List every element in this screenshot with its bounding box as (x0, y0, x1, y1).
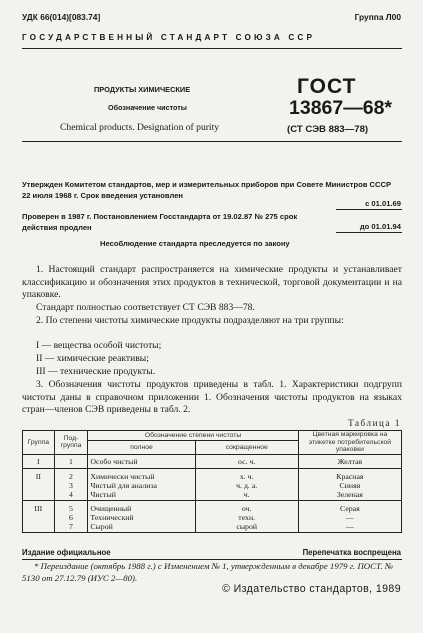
cell-color: Синяя (339, 480, 361, 490)
header-subgroup: Под-группа (54, 431, 88, 455)
group-code: Группа Л00 (354, 12, 401, 22)
group-iii: III — технические продукты. (36, 366, 156, 377)
cell-full: Технический (90, 512, 134, 522)
table-row (23, 500, 402, 532)
product-subtitle: Обозначение чистоты (108, 103, 187, 112)
cell-short: техн. (238, 512, 256, 522)
cell-full: Сырой (90, 521, 113, 531)
cell-group: III (23, 500, 55, 532)
group-ii: II — химические реактивы; (36, 353, 149, 364)
table-row (23, 468, 402, 500)
reprint-prohibited: Перепечатка воспрещена (302, 548, 401, 557)
purity-table (22, 430, 402, 533)
cell-full: Химически чистый (90, 471, 155, 481)
cell-subgroup: 6 (69, 512, 73, 522)
footer-rule (22, 559, 402, 560)
paragraph-3: 3. Обозначения чистоты продуктов приведены в табл. 1. Характеристики подгрупп чистоты даны в справочном приложении 1. Обозначения чистоты продуктов на языках стран—членов СЭВ приведены в табл. 2. (22, 379, 402, 416)
reprint-note: * Переиздание (октябрь 1988 г.) с Изменением № 1, утвержденным в декабре 1979 г. ПОСТ. № 5130 от 27.12.79 (ИУС 2—80). (22, 561, 394, 583)
header-designation: Обозначение степени чистоты (88, 431, 298, 441)
english-title: Chemical products. Designation of purity (60, 122, 220, 133)
gost-number: 13867—68* (289, 97, 393, 119)
introduction-date: с 01.01.69 (365, 199, 401, 208)
cell-subgroup: 7 (69, 521, 73, 531)
product-title: ПРОДУКТЫ ХИМИЧЕСКИЕ (94, 85, 191, 94)
cell-short: оч. (241, 503, 252, 513)
date2-rule (336, 232, 402, 233)
cell-subgroup: 1 (54, 454, 88, 468)
cell-color: Желтая (298, 454, 401, 468)
copyright: © Издательство стандартов, 1989 (222, 583, 401, 595)
cell-subgroup: 2 (69, 471, 73, 481)
cell-color: — (345, 521, 354, 531)
paragraph-1b: Стандарт полностью соответствует СТ СЭВ 883—78. (36, 302, 255, 313)
paragraph-1: 1. Настоящий стандарт распространяется на химические продукты и устанавливает классификацию и обозначения этих продуктов в технической, торговой документации и на упаковке. (22, 264, 402, 301)
cell-short: ч. (243, 489, 250, 499)
cell-color: Красная (336, 471, 364, 481)
cell-full: Очищенный (90, 503, 132, 513)
header-group: Группа (23, 431, 55, 455)
udk-code: УДК 66(014)[083.74] (22, 12, 101, 22)
cell-short: ч. д. а. (236, 480, 258, 490)
header-rule (22, 48, 402, 49)
approval-text: Утвержден Комитетом стандартов, мер и измерительных приборов при Совете Министров СССР 22 июля 1968 г. Срок введения установлен (22, 180, 392, 200)
cell-group: I (23, 454, 55, 468)
cell-short: х. ч. (239, 471, 254, 481)
cell-full: Особо чистый (88, 454, 195, 468)
checked-text: Проверен в 1987 г. Постановлением Госстандарта от 19.02.87 № 275 срок действия продлен (22, 212, 298, 232)
gost-label: ГОСТ (297, 75, 357, 98)
header-short: сокращенное (195, 441, 298, 454)
table-caption: Таблица 1 (348, 418, 401, 428)
cell-group: II (23, 468, 55, 500)
validity-date: до 01.01.94 (359, 222, 401, 231)
table-row (23, 454, 402, 468)
state-standard-heading: ГОСУДАРСТВЕННЫЙ СТАНДАРТ СОЮЗА ССР (22, 33, 316, 42)
cell-color: Зеленая (336, 489, 363, 499)
penalty-notice: Несоблюдение стандарта преследуется по закону (100, 239, 290, 248)
cell-subgroup: 4 (69, 489, 73, 499)
header-color: Цветная маркировка на этикетке потребительской упаковки (298, 431, 401, 455)
paragraph-2: 2. По степени чистоты химические продукты подразделяют на три группы: (36, 315, 344, 326)
cell-full: Чистый (90, 489, 116, 499)
group-i: I — вещества особой чистоты; (36, 340, 162, 351)
st-sev-ref: (СТ СЭВ 883—78) (287, 124, 369, 135)
cell-full: Чистый для анализа (90, 480, 157, 490)
cell-color: — (345, 512, 354, 522)
cell-subgroup: 5 (69, 503, 73, 513)
date1-rule (336, 209, 402, 210)
title-rule (22, 141, 402, 142)
cell-short: ос. ч. (195, 454, 298, 468)
cell-short: сырой (236, 521, 258, 531)
header-full: полное (88, 441, 195, 454)
cell-color: Серая (340, 503, 360, 513)
official-edition: Издание официальное (22, 548, 111, 557)
cell-subgroup: 3 (69, 480, 73, 490)
